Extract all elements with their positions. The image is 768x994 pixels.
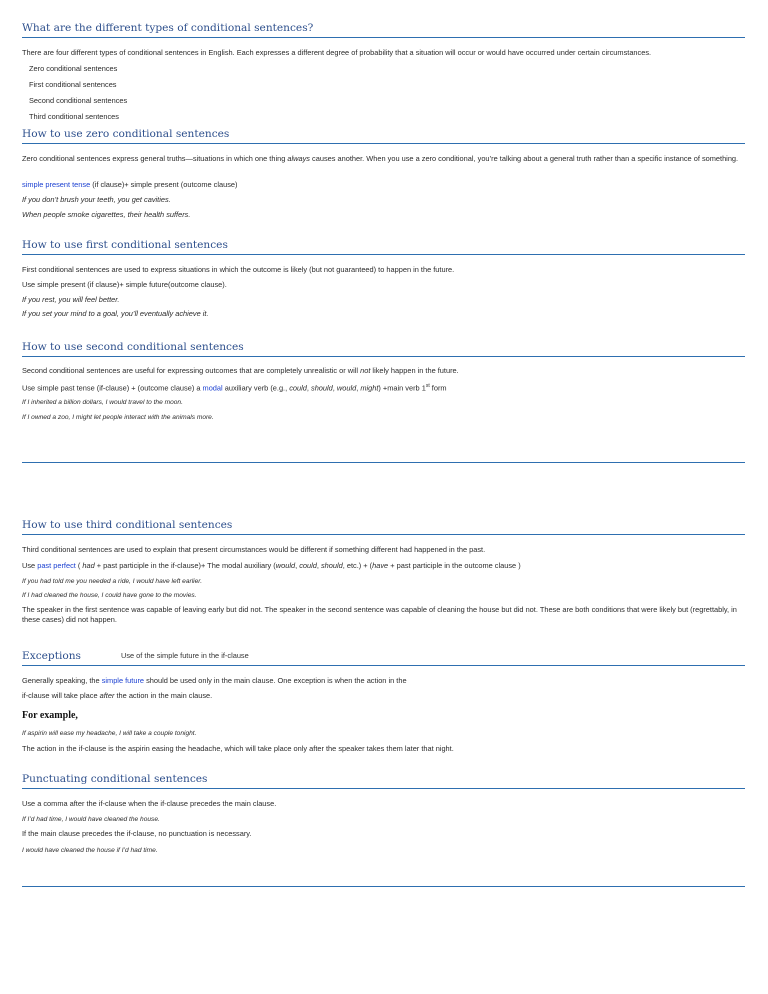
list-item: Zero conditional sentences [29, 64, 118, 73]
exceptions-para-2: if-clause will take place after the action in the main clause. [22, 691, 213, 700]
third-note: The speaker in the first sentence was capable of leaving early but did not. The speaker in the second sentence was capable of cleaning the house but did not. These are both conditions that were likely but (regrettably, in these cases) did not happen. [22, 605, 737, 624]
exceptions-example: If aspirin will ease my headache, I will take a couple tonight. [22, 730, 197, 737]
section-divider [22, 462, 745, 463]
punct-example-2: I would have cleaned the house if I’d had time. [22, 847, 158, 854]
third-example-1: If you had told me you needed a ride, I would have left earlier. [22, 578, 203, 585]
first-formula: Use simple present (if clause)+ simple future(outcome clause). [22, 280, 227, 289]
third-formula: Use past perfect ( had + past participle in the if-clause)+ The modal auxiliary (would, could, should, etc.) + (have + past participle in the outcome clause ) [22, 561, 521, 570]
zero-formula: simple present tense (if clause)+ simple present (outcome clause) [22, 180, 238, 189]
punct-para-1: Use a comma after the if-clause when the if-clause precedes the main clause. [22, 799, 277, 808]
types-intro: There are four different types of conditional sentences in English. Each expresses a different degree of probability that a situation will occur or would have occurred under certain circumstances. [22, 48, 652, 57]
punct-para-2: If the main clause precedes the if-clause, no punctuation is necessary. [22, 829, 252, 838]
zero-example-1: If you don’t brush your teeth, you get cavities. [22, 195, 171, 204]
list-item: Second conditional sentences [29, 96, 128, 105]
exceptions-note: The action in the if-clause is the aspirin easing the headache, which will take place only after the speaker takes them later that night. [22, 744, 454, 753]
exceptions-para-1: Generally speaking, the simple future should be used only in the main clause. One exception is when the action in the [22, 676, 407, 685]
second-example-1: If I inherited a billion dollars, I would travel to the moon. [22, 399, 183, 406]
third-intro: Third conditional sentences are used to explain that present circumstances would be different if something different had happened in the past. [22, 545, 486, 554]
second-formula: Use simple past tense (if-clause) + (outcome clause) a modal auxiliary verb (e.g., could, should, would, might) +main verb 1st form [22, 383, 447, 393]
zero-intro: Zero conditional sentences express general truths—situations in which one thing always causes another. When you use a zero conditional, you’re talking about a general truth rather than a specific instance of something. [22, 154, 739, 163]
third-example-2: If I had cleaned the house, I could have gone to the movies. [22, 592, 197, 599]
heading-third: How to use third conditional sentences [22, 519, 745, 535]
first-intro: First conditional sentences are used to express situations in which the outcome is likely (but not guaranteed) to happen in the future. [22, 265, 455, 274]
heading-exceptions: Exceptions Use of the simple future in the if-clause [22, 650, 745, 666]
heading-zero: How to use zero conditional sentences [22, 128, 745, 144]
exceptions-subheading: Use of the simple future in the if-clause [120, 651, 249, 660]
link-simple-present-tense[interactable]: simple present tense [22, 180, 91, 189]
link-modal[interactable]: modal [202, 383, 223, 393]
list-item: First conditional sentences [29, 80, 117, 89]
zero-example-2: When people smoke cigarettes, their health suffers. [22, 210, 191, 219]
for-example-label: For example, [22, 710, 78, 721]
first-example-2: If you set your mind to a goal, you’ll eventually achieve it. [22, 309, 209, 318]
second-example-2: If I owned a zoo, I might let people interact with the animals more. [22, 414, 214, 421]
section-divider [22, 886, 745, 887]
heading-punctuation: Punctuating conditional sentences [22, 773, 745, 789]
punct-example-1: If I’d had time, I would have cleaned the house. [22, 816, 160, 823]
link-simple-future[interactable]: simple future [101, 676, 145, 685]
heading-second: How to use second conditional sentences [22, 341, 745, 357]
heading-types: What are the different types of conditional sentences? [22, 22, 745, 38]
heading-first: How to use first conditional sentences [22, 239, 745, 255]
second-intro: Second conditional sentences are useful for expressing outcomes that are completely unrealistic or will not likely happen in the future. [22, 366, 459, 375]
link-past-perfect[interactable]: past perfect [37, 561, 76, 570]
first-example-1: If you rest, you will feel better. [22, 295, 120, 304]
list-item: Third conditional sentences [29, 112, 119, 121]
